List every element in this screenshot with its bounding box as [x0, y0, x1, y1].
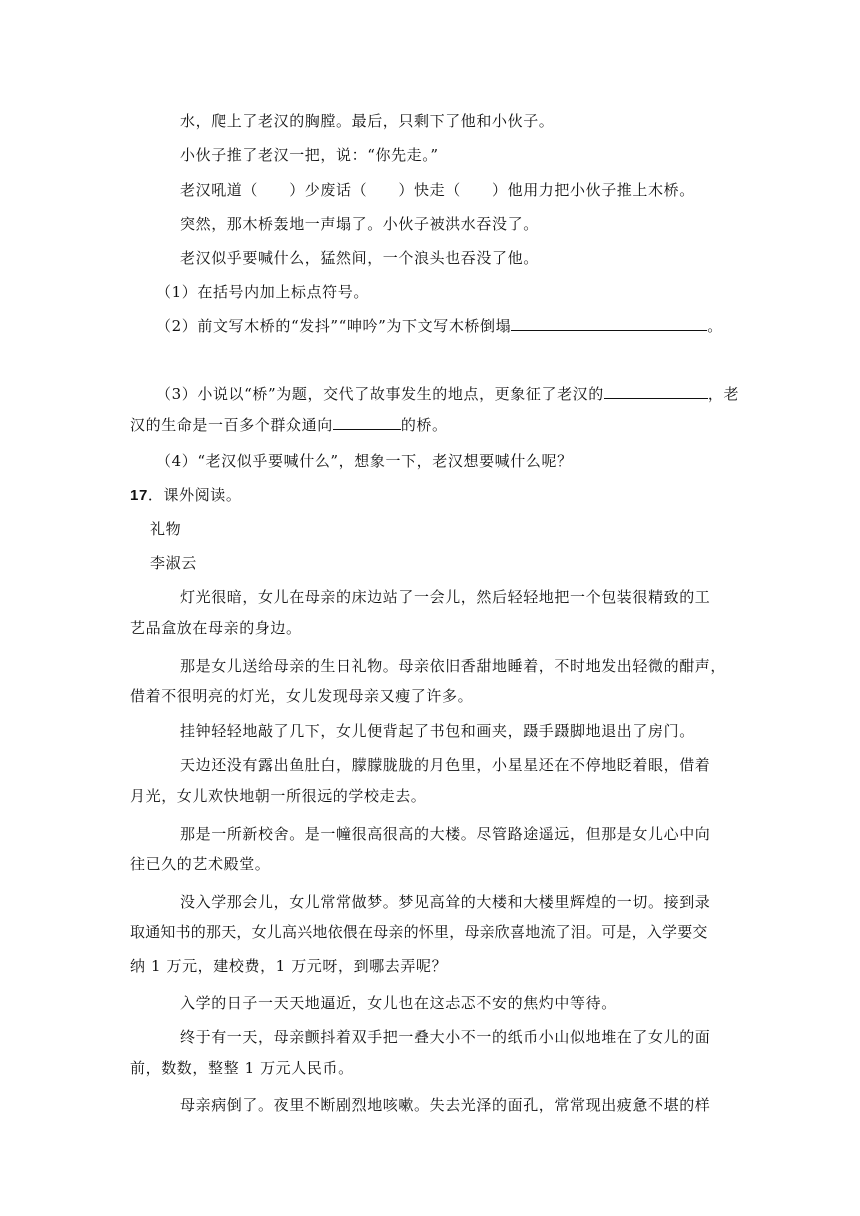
passage-line: 突然，那木桥轰地一声塌了。小伙子被洪水吞没了。 — [180, 215, 539, 233]
passage-line: 老汉吼道（ ）少废话（ ）快走（ ）他用力把小伙子推上木桥。 — [180, 181, 695, 199]
question-3-text-2: 汉的生命是一百多个群众通向 — [130, 416, 333, 434]
article-line: 月光，女儿欢快地朝一所很远的学校走去。 — [130, 787, 427, 805]
article-line: 艺品盒放在母亲的身边。 — [130, 619, 302, 637]
question-4: （4）“老汉似乎要喊什么”，想象一下，老汉想要喊什么呢？ — [156, 452, 573, 470]
article-author: 李淑云 — [150, 554, 197, 572]
passage-line: 小伙子推了老汉一把，说：“你先走。” — [180, 146, 439, 164]
article-line: 灯光很暗，女儿在母亲的床边站了一会儿，然后轻轻地把一个包装很精致的工 — [180, 588, 711, 606]
question-2-end: 。 — [707, 317, 723, 335]
article-line: 借着不很明亮的灯光，女儿发现母亲又瘦了许多。 — [130, 687, 474, 705]
answer-blank[interactable] — [604, 384, 708, 399]
question-3-end-2: 的桥。 — [400, 416, 448, 434]
passage-line: 老汉似乎要喊什么，猛然间，一个浪头也吞没了他。 — [180, 249, 539, 267]
article-line: 那是一所新校舍。是一幢很高很高的大楼。尽管路途遥远，但那是女儿心中向 — [180, 825, 711, 843]
passage-line: 水，爬上了老汉的胸膛。最后，只剩下了他和小伙子。 — [180, 112, 555, 130]
article-line: 往已久的艺术殿堂。 — [130, 855, 271, 873]
question-1: （1）在括号内加上标点符号。 — [156, 283, 369, 301]
article-line: 终于有一天，母亲颤抖着双手把一叠大小不一的纸币小山似地堆在了女儿的面 — [180, 1028, 711, 1046]
article-line: 没入学那会儿，女儿常常做梦。梦见高耸的大楼和大楼里辉煌的一切。接到录 — [180, 893, 711, 911]
section-heading — [130, 485, 242, 506]
question-3-line-1 — [156, 384, 739, 404]
question-3-end: ，老 — [707, 385, 740, 403]
question-3-text: （3）小说以“桥”为题，交代了故事发生的地点，更象征了老汉的 — [156, 385, 604, 403]
article-line: 挂钟轻轻地敲了几下，女儿便背起了书包和画夹，蹑手蹑脚地退出了房门。 — [180, 722, 695, 740]
section-label: ．课外阅读。 — [147, 486, 242, 504]
question-number: 17 — [130, 487, 148, 504]
article-line: 前，数数，整整 1 万元人民币。 — [130, 1059, 354, 1077]
article-line: 取通知书的那天，女儿高兴地依偎在母亲的怀里，母亲欣喜地流了泪。可是，入学要交 — [130, 923, 708, 941]
article-line: 天边还没有露出鱼肚白，朦朦胧胧的月色里，小星星还在不停地眨着眼，借着 — [180, 756, 711, 774]
question-2 — [156, 316, 723, 336]
article-line: 母亲病倒了。夜里不断剧烈地咳嗽。失去光泽的面孔，常常现出疲惫不堪的样 — [180, 1096, 711, 1114]
question-3-line-2 — [130, 415, 448, 435]
answer-blank[interactable] — [333, 415, 401, 430]
article-line: 入学的日子一天天地逼近，女儿也在这忐忑不安的焦灼中等待。 — [180, 994, 617, 1012]
answer-blank[interactable] — [511, 316, 707, 331]
article-line: 那是女儿送给母亲的生日礼物。母亲依旧香甜地睡着，不时地发出轻微的酣声， — [180, 657, 727, 675]
article-title: 礼物 — [150, 520, 182, 538]
question-2-text: （2）前文写木桥的“发抖”“呻吟”为下文写木桥倒塌 — [156, 317, 512, 335]
article-line: 纳 1 万元，建校费，1 万元呀，到哪去弄呢？ — [130, 957, 448, 975]
